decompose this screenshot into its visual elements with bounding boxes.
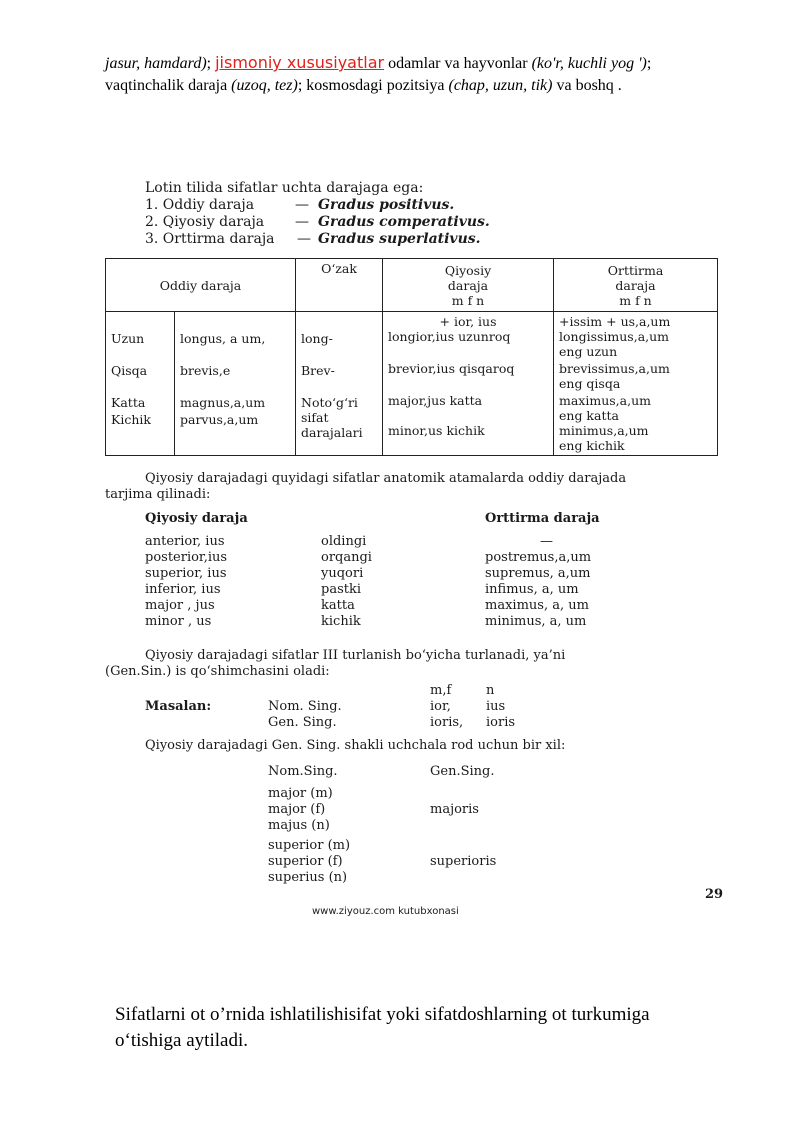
degree-3-latin: Gradus superlativus. (318, 231, 481, 247)
intro-text: ; (646, 55, 652, 72)
degree-2-dash: — (295, 214, 309, 230)
ozak-word: long- (301, 331, 333, 346)
degrees-table (105, 258, 718, 456)
definition-line-1: Sifatlarni ot o’rnida ishlatilishisifat yoki sifatdoshlarning ot turkumiga (115, 1004, 650, 1025)
degree-2-latin: Gradus comperativus. (318, 214, 490, 230)
header-oddiy: Oddiy daraja (106, 259, 296, 312)
pair-superlative: supremus, a,um (485, 566, 591, 581)
intro-italic-2: (ko'r, kuchli yog ') (531, 55, 647, 72)
qiyosiy-form: brevior,ius qisqaroq (388, 361, 515, 376)
pair-uzbek: yuqori (321, 566, 364, 581)
col-ozak (296, 312, 383, 456)
uz-word: Uzun (111, 331, 145, 346)
pair-latin: posterior,ius (145, 550, 228, 565)
latin-word: longus, a um, (180, 331, 266, 346)
ozak-word: darajalari (301, 425, 363, 440)
header-orttirma (554, 259, 718, 312)
pair-latin: superior, ius (145, 566, 227, 581)
intro-text: vaqtinchalik daraja (105, 77, 232, 94)
jismoniy-link[interactable]: jismoniy xususiyatlar (215, 53, 385, 72)
orttirma-form: longissimus,a,um (559, 329, 670, 344)
definition-paragraph (115, 1002, 745, 1054)
ozak-word: Brev- (301, 363, 335, 378)
example-label: Masalan: (145, 699, 212, 714)
major-form: major (f) (268, 802, 326, 817)
header-qiyosiy-line: Qiyosiy (444, 262, 492, 278)
col-qiyosiy (383, 312, 554, 456)
latin-word: parvus,a,um (180, 412, 259, 427)
pair-uzbek: oldingi (321, 534, 367, 549)
intro-italic-3: (uzoq, tez) (231, 77, 298, 94)
example-header-n: n (486, 683, 495, 698)
col-latin (175, 312, 296, 456)
orttirma-form: eng katta (559, 408, 619, 423)
header-orttirma-line: m f n (619, 292, 652, 308)
header-qiyosiy-line: m f n (451, 292, 485, 308)
col-uzbek (106, 312, 175, 456)
pair-superlative: minimus, a, um (485, 614, 587, 629)
latin-word: brevis,e (180, 363, 231, 378)
paragraph-1-line-2: tarjima qilinadi: (105, 487, 211, 502)
table-body-row (106, 312, 718, 456)
column-gen-sing: Gen.Sing. (430, 764, 495, 779)
orttirma-suffix: +issim + us,a,um (559, 314, 671, 329)
uz-word: Kichik (111, 412, 151, 427)
col-orttirma (554, 312, 718, 456)
pair-latin: major , jus (145, 598, 215, 613)
uz-word: Qisqa (111, 363, 148, 378)
example-nom-n: ius (486, 699, 506, 714)
qiyosiy-form: longior,ius uzunroq (388, 329, 511, 344)
definition-line-2: o‘tishiga aytiladi. (115, 1030, 248, 1051)
pair-superlative: postremus,a,um (485, 550, 592, 565)
intro-italic-1: jasur, hamdard) (105, 55, 207, 72)
example-gen-mf: ioris, (430, 715, 464, 730)
heading-orttirma: Orttirma daraja (485, 511, 600, 526)
superior-form: superior (f) (268, 854, 343, 869)
ozak-word: Noto‘g‘ri (301, 395, 358, 410)
pair-latin: inferior, ius (145, 582, 221, 597)
degree-1-latin: Gradus positivus. (318, 197, 455, 213)
orttirma-form: minimus,a,um (559, 423, 649, 438)
major-genitive: majoris (430, 802, 479, 817)
degree-3-label: 3. Orttirma daraja (145, 231, 275, 247)
header-orttirma-line: daraja (615, 277, 656, 293)
pair-uzbek: kichik (321, 614, 361, 629)
pair-latin: minor , us (145, 614, 212, 629)
source-url: www.ziyouz.com kutubxonasi (312, 906, 459, 917)
superior-form: superius (n) (268, 870, 348, 885)
header-orttirma-line: Orttirma (607, 262, 664, 278)
column-nom-sing: Nom.Sing. (268, 764, 338, 779)
intro-paragraph (105, 52, 755, 97)
paragraph-2-line-2: (Gen.Sin.) is qo‘shimchasini oladi: (105, 664, 330, 679)
intro-line-2 (105, 75, 755, 97)
paragraph-3: Qiyosiy darajadagi Gen. Sing. shakli uchchala rod uchun bir xil: (145, 738, 566, 753)
intro-text: ; (206, 55, 216, 72)
header-qiyosiy (383, 259, 554, 312)
orttirma-form: eng qisqa (559, 376, 621, 391)
intro-italic-4: (chap, uzun, tik) (448, 77, 553, 94)
header-qiyosiy-line: daraja (447, 277, 489, 293)
intro-text: va boshq . (552, 77, 622, 94)
latin-word: magnus,a,um (180, 395, 266, 410)
paragraph-2-line-1: Qiyosiy darajadagi sifatlar III turlanish bo‘yicha turlanadi, ya’ni (145, 648, 566, 663)
orttirma-form: eng uzun (559, 344, 618, 359)
example-nom: Nom. Sing. (268, 699, 342, 714)
orttirma-form: eng kichik (559, 438, 625, 453)
ozak-word: sifat (301, 410, 329, 425)
pair-uzbek: katta (321, 598, 355, 613)
superior-genitive: superioris (430, 854, 497, 869)
qiyosiy-suffix: + ior, ius (439, 314, 497, 329)
paragraph-1-line-1: Qiyosiy darajadagi quyidagi sifatlar anatomik atamalarda oddiy darajada (145, 471, 627, 486)
header-ozak: O‘zak (296, 259, 383, 312)
table-header-row (106, 259, 718, 312)
major-form: majus (n) (268, 818, 330, 833)
degree-3-dash: — (297, 231, 311, 247)
scanned-page (100, 170, 740, 930)
example-nom-mf: ior, (430, 699, 451, 714)
pair-superlative: — (540, 534, 553, 549)
heading-qiyosiy: Qiyosiy daraja (145, 511, 248, 526)
page-number: 29 (705, 887, 724, 902)
qiyosiy-form: major,jus katta (388, 393, 483, 408)
degree-1-label: 1. Oddiy daraja (145, 197, 255, 213)
intro-line-1 (105, 52, 755, 75)
qiyosiy-form: minor,us kichik (388, 423, 485, 438)
example-header-mf: m,f (430, 683, 452, 698)
major-form: major (m) (268, 786, 333, 801)
degree-2-label: 2. Qiyosiy daraja (145, 214, 265, 230)
pair-superlative: infimus, a, um (485, 582, 579, 597)
intro-text: odamlar va hayvonlar (384, 55, 532, 72)
example-gen: Gen. Sing. (268, 715, 337, 730)
intro-text: ; kosmosdagi pozitsiya (297, 77, 449, 94)
pair-uzbek: pastki (321, 582, 362, 597)
orttirma-form: brevissimus,a,um (559, 361, 670, 376)
pair-latin: anterior, ius (145, 534, 225, 549)
degree-1-dash: — (295, 197, 309, 213)
pair-superlative: maximus, a, um (485, 598, 589, 613)
example-gen-n: ioris (486, 715, 516, 730)
scan-heading: Lotin tilida sifatlar uchta darajaga ega: (145, 180, 424, 196)
superior-form: superior (m) (268, 838, 351, 853)
pair-uzbek: orqangi (321, 550, 372, 565)
uz-word: Katta (111, 395, 146, 410)
orttirma-form: maximus,a,um (559, 393, 651, 408)
